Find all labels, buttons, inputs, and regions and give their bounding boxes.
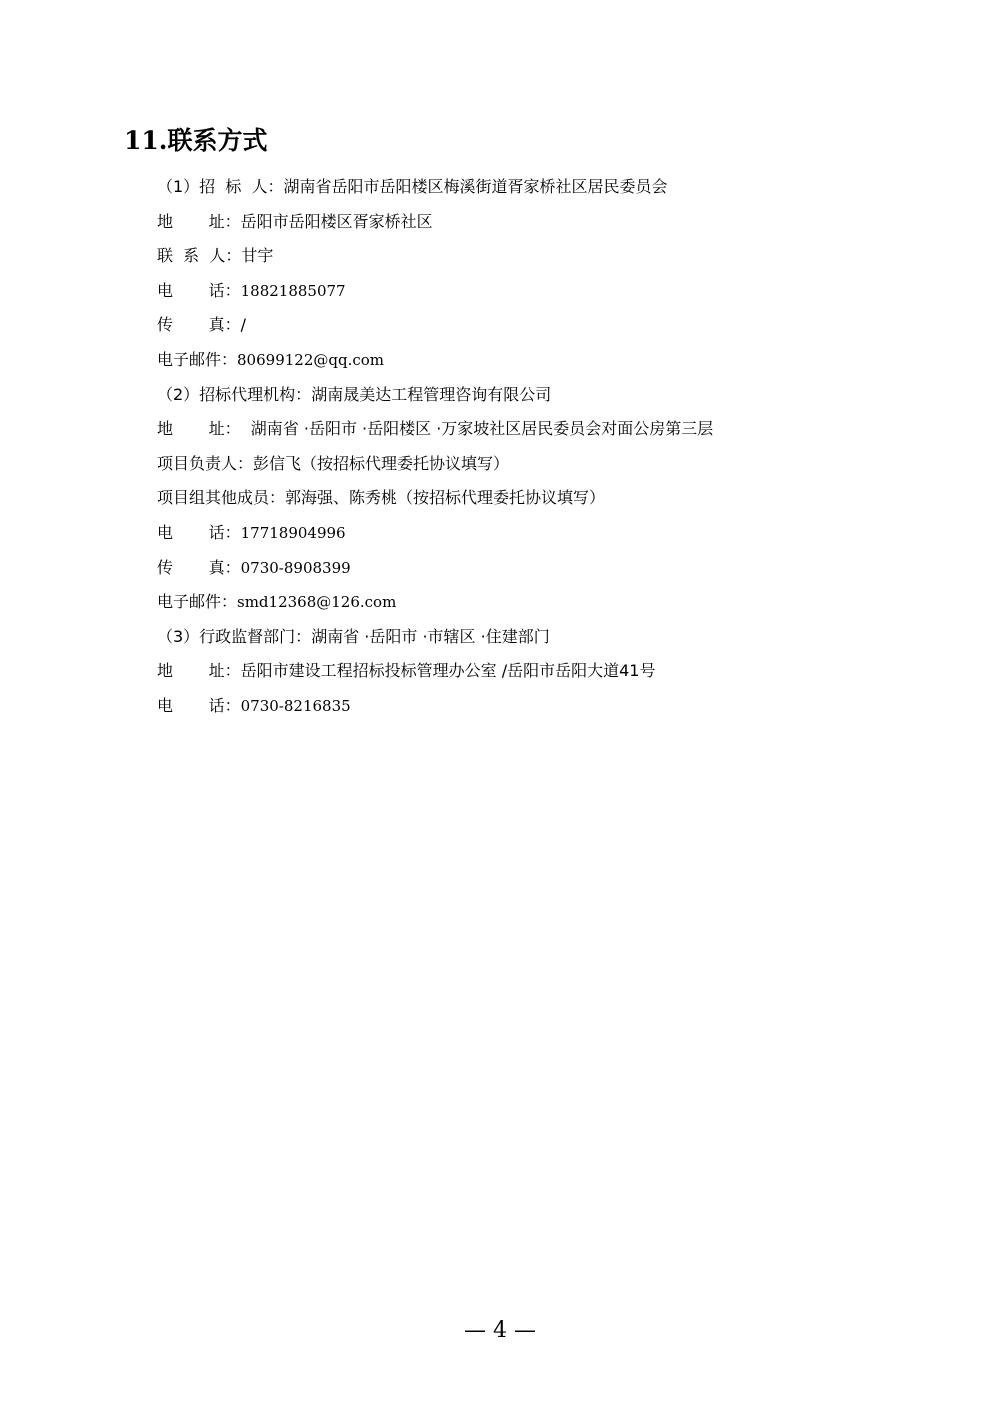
field-label: 项目组其他成员： <box>157 488 286 508</box>
supervision-phone-line <box>157 689 937 724</box>
field-label: 地 址： <box>157 419 241 439</box>
field-value: 彭信飞（按招标代理委托协议填写） <box>253 453 510 473</box>
field-label: （1）招 标 人： <box>157 177 284 196</box>
tenderer-address-line <box>157 205 937 240</box>
agency-fax-line <box>157 551 937 586</box>
field-label: （2）招标代理机构： <box>157 384 312 404</box>
supervision-address-line <box>157 654 937 689</box>
supervision-dept-line <box>157 620 937 655</box>
field-value: 郭海强、陈秀桃（按招标代理委托协议填写） <box>285 488 606 508</box>
field-value: 18821885077 <box>240 281 346 300</box>
field-label: 电 话： <box>157 695 241 715</box>
field-value: 湖南省岳阳市岳阳楼区梅溪街道胥家桥社区居民委员会 <box>283 177 668 196</box>
field-value: 岳阳市岳阳楼区胥家桥社区 <box>240 211 433 231</box>
tenderer-phone-line <box>157 274 937 309</box>
field-value: 0730-8908399 <box>240 558 351 577</box>
contact-list <box>157 170 937 724</box>
page-title: 11.联系方式 <box>124 126 268 155</box>
field-value: 岳阳市建设工程招标投标管理办公室 /岳阳市岳阳大道41号 <box>240 661 656 681</box>
team-members-line <box>157 481 937 516</box>
field-value: 湖南晟美达工程管理咨询有限公司 <box>311 384 552 404</box>
tenderer-email-line <box>157 343 937 378</box>
field-label: 地 址： <box>157 211 241 231</box>
tenderer-line <box>157 170 937 205</box>
field-value: 湖南省 ·岳阳市 ·岳阳楼区 ·万家坡社区居民委员会对面公房第三层 <box>240 419 714 439</box>
field-label: 电 话： <box>157 522 241 542</box>
field-value: 甘宇 <box>241 246 274 266</box>
field-label: 项目负责人： <box>157 453 254 473</box>
field-label: 联 系 人： <box>157 246 242 266</box>
field-label: 传 真： <box>157 557 241 577</box>
agency-phone-line <box>157 516 937 551</box>
project-lead-line <box>157 447 937 482</box>
field-label: 传 真： <box>157 315 241 335</box>
field-label: 电 话： <box>157 280 241 300</box>
field-value: 17718904996 <box>240 523 346 542</box>
field-label: 电子邮件： <box>157 592 238 612</box>
agency-address-line <box>157 412 937 447</box>
tenderer-fax-line <box>157 308 937 343</box>
field-value: / <box>240 315 246 335</box>
field-label: 电子邮件： <box>157 349 238 369</box>
page-number: — 4 — <box>464 1318 536 1343</box>
field-label: （3）行政监督部门： <box>157 626 312 646</box>
field-value: smd12368@126.com <box>237 593 397 612</box>
tenderer-contact-line <box>157 239 937 274</box>
field-label: 地 址： <box>157 661 241 681</box>
field-value: 湖南省 ·岳阳市 ·市辖区 ·住建部门 <box>311 626 550 646</box>
agency-email-line <box>157 585 937 620</box>
agency-line <box>157 378 937 413</box>
field-value: 0730-8216835 <box>240 696 351 715</box>
field-value: 80699122@qq.com <box>237 350 384 369</box>
